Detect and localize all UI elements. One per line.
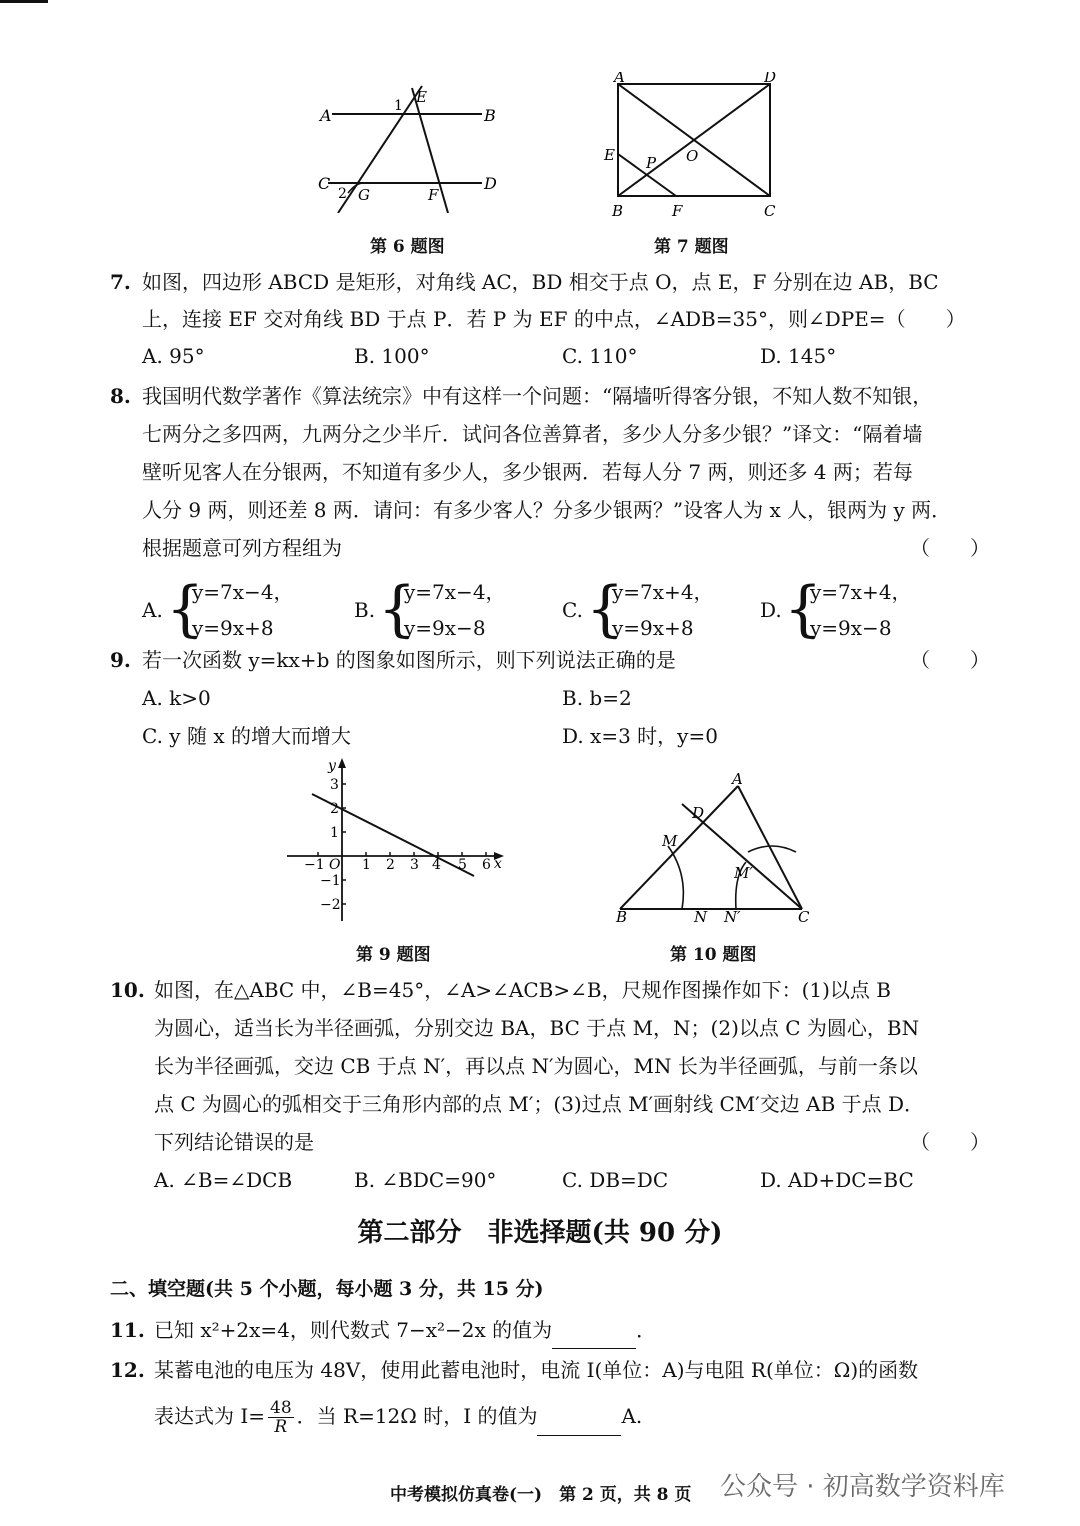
question-7 [110,264,990,374]
question-text-line [154,1312,656,1349]
question-10 [110,972,990,1197]
equation-2: y=9x+8 [192,616,274,640]
fig6-label-B: B [484,106,496,125]
answer-blank[interactable] [552,1326,636,1349]
figure-6 [310,78,510,213]
y-tick-label: −1 [320,873,341,889]
brace: { [784,574,823,644]
option-d: D. AD+DC=BC [760,1168,914,1192]
question-text-line: 人分 9 两，则还差 8 两．请问：有多少客人？分多少银两？”设客人为 x 人，银两为 y 两． [142,498,952,522]
y-tick-label: 2 [330,801,339,817]
question-9 [110,642,990,752]
option-b: B. 100° [354,344,430,368]
option-a: A. 95° [142,344,205,368]
origin-label: O [329,857,341,873]
question-text-line: 点 C 为圆心的弧相交于三角形内部的点 M′；(3)过点 M′画射线 CM′交边 AB 于点 D． [154,1092,925,1116]
question-number: 8. [110,384,131,408]
figure-10 [606,764,826,934]
option-d: D. x=3 时，y=0 [562,724,718,748]
fraction [268,1399,294,1436]
question-text: ． [636,1318,657,1342]
option-label: A. [142,598,163,622]
fig10-label-M: M [662,832,678,850]
question-number: 12. [110,1358,145,1382]
fig6-label-E: E [416,88,427,106]
question-text: ．当 R=12Ω 时，I 的值为 [296,1404,538,1428]
question-text: 已知 x²+2x=4，则代数式 7−x²−2x 的值为 [154,1318,553,1342]
question-text-line: 如图，在△ABC 中，∠B=45°，∠A>∠ACB>∠B，尺规作图操作如下：(1)以点 B [154,978,891,1002]
question-text-line: 我国明代数学著作《算法统宗》中有这样一个问题：“隔墙听得客分银，不知人数不知银， [142,384,933,408]
figure-6-caption: 第 6 题图 [370,237,445,257]
x-tick-label: 4 [432,857,441,873]
question-text: A. [621,1404,643,1428]
option-label: B. [354,598,376,622]
option-b: B. ∠BDC=90° [354,1168,497,1192]
fig7-label-C: C [764,202,776,220]
figure-9-caption: 第 9 题图 [356,945,431,965]
question-text-line: 如图，四边形 ABCD 是矩形，对角线 AC，BD 相交于点 O，点 E，F 分别在边 AB，BC [142,270,939,294]
question-12 [110,1352,990,1452]
equation-1: y=7x+4， [810,580,912,604]
figure-9 [282,756,512,926]
option-c: C. DB=DC [562,1168,669,1192]
question-number: 9. [110,648,131,672]
answer-paren: （ ） [910,536,990,560]
equation-1: y=7x−4， [404,580,506,604]
y-tick-label: 3 [330,777,339,793]
question-number: 7. [110,270,131,294]
fig10-label-D: D [692,804,705,822]
question-text-line: 若一次函数 y=kx+b 的图象如图所示，则下列说法正确的是 [142,648,676,672]
x-tick-label: 5 [458,857,467,873]
brace: { [586,574,625,644]
fraction-denominator: R [274,1417,288,1437]
y-tick-label: −2 [320,897,341,913]
option-label: D. [760,598,782,622]
option-a: A. ∠B=∠DCB [154,1168,293,1192]
x-tick-label: −1 [304,857,325,873]
question-text-line: 壁听见客人在分银两，不知道有多少人，多少银两．若每人分 7 两，则还多 4 两；若每 [142,460,913,484]
watermark: 公众号 · 初高数学资料库 [720,1472,1005,1502]
fig7-label-F: F [672,202,683,220]
fig10-label-N: N [694,908,708,926]
x-axis-label: x [494,856,502,872]
x-tick-label: 2 [386,857,395,873]
equation-2: y=9x+8 [612,616,694,640]
fig6-label-2: 2 [338,186,347,202]
question-8 [110,378,990,648]
option-a: A. k>0 [142,686,211,710]
question-number: 10. [110,978,145,1002]
figure-7 [596,72,796,222]
question-text-line [154,1398,642,1436]
question-11 [110,1312,990,1352]
question-text-line: 某蓄电池的电压为 48V，使用此蓄电池时，电流 I(单位：A)与电阻 R(单位：Ω)的函数 [154,1358,919,1382]
figure-10-caption: 第 10 题图 [670,945,757,965]
brace: { [166,574,205,644]
top-edge-mark [0,0,48,3]
page-footer: 中考模拟仿真卷(一) 第 2 页，共 8 页 [390,1485,692,1505]
x-tick-label: 1 [362,857,371,873]
fig7-label-A: A [614,72,625,86]
y-axis-label: y [328,758,336,774]
section-title: 第二部分 非选择题(共 90 分) [357,1218,723,1248]
fig6-label-G: G [358,186,370,204]
fig10-label-C: C [798,908,810,926]
question-text-line: 长为半径画弧，交边 CB 于点 N′，再以点 N′为圆心，MN 长为半径画弧，与前一条以 [154,1054,918,1078]
fig6-label-A: A [320,106,332,125]
answer-paren: （ ） [910,1130,990,1154]
fig6-label-C: C [318,174,331,193]
brace: { [378,574,417,644]
part-heading: 二、填空题(共 5 个小题，每小题 3 分，共 15 分) [110,1278,544,1300]
question-number: 11. [110,1318,145,1342]
fig6-label-1: 1 [394,98,403,114]
fig7-label-O: O [686,147,699,165]
answer-blank[interactable] [537,1413,621,1436]
question-text-line: 七两分之多四两，九两分之少半斤．试问各位善算者，多少人分多少银？”译文：“隔着墙 [142,422,923,446]
fig7-label-B: B [612,202,624,220]
fig6-label-F: F [428,186,439,204]
fig10-label-A: A [732,770,743,788]
fig10-label-N-prime: N′ [724,908,741,926]
y-tick-label: 1 [330,825,339,841]
option-c: C. y 随 x 的增大而增大 [142,724,351,748]
option-b: B. b=2 [562,686,632,710]
fig7-label-P: P [646,154,657,172]
option-d: D. 145° [760,344,837,368]
question-text-line: 下列结论错误的是 [154,1130,314,1154]
x-tick-label: 6 [482,857,491,873]
x-tick-label: 3 [410,857,419,873]
answer-paren: （ ） [910,648,990,672]
fig7-label-D: D [764,72,777,86]
question-text-line: 上，连接 EF 交对角线 BD 于点 P．若 P 为 EF 的中点，∠ADB=35°，则∠DPE=（ ） [142,307,966,331]
fraction-numerator: 48 [270,1398,292,1418]
question-text-line: 根据题意可列方程组为 [142,536,342,560]
equation-2: y=9x−8 [810,616,892,640]
fig10-label-B: B [616,908,628,926]
equation-1: y=7x−4， [192,580,294,604]
figure-7-caption: 第 7 题图 [654,237,729,257]
option-c: C. 110° [562,344,638,368]
fig10-label-M-prime: M′ [734,864,753,882]
option-label: C. [562,598,583,622]
fig7-label-E: E [604,146,615,164]
question-text: 表达式为 I= [154,1404,266,1428]
question-text-line: 为圆心，适当长为半径画弧，分别交边 BA，BC 于点 M，N；(2)以点 C 为圆心，BN [154,1016,920,1040]
fig6-label-D: D [484,174,497,193]
equation-1: y=7x+4， [612,580,714,604]
equation-2: y=9x−8 [404,616,486,640]
